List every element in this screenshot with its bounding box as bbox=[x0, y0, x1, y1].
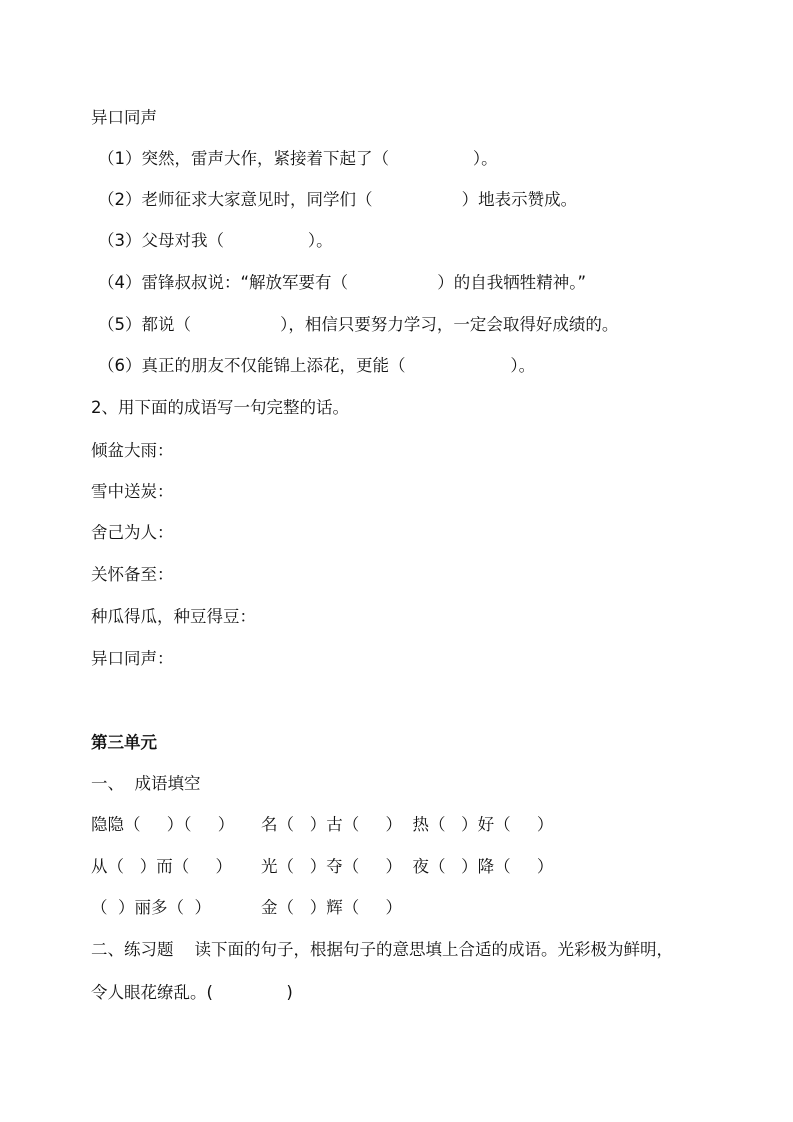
heading-yikoutongsheng: 异口同声 bbox=[91, 108, 157, 127]
part2-line-2: 令人眼花缭乱。( ) bbox=[91, 983, 293, 1002]
idiom-prompt-2: 雪中送炭： bbox=[91, 482, 174, 501]
part2-line-1: 二、练习题 读下面的句子，根据句子的意思填上合适的成语。光彩极为鲜明， bbox=[91, 940, 673, 959]
idiom-prompt-4: 关怀备至： bbox=[91, 565, 174, 584]
fill-row-2-right: 光（ ）夺（ ） 夜（ ）降（ ） bbox=[261, 857, 554, 876]
part1-title: 一、 成语填空 bbox=[91, 774, 201, 793]
sentence-3: （3）父母对我（ ）。 bbox=[98, 231, 333, 250]
sentence-2: （2）老师征求大家意见时，同学们（ ）地表示赞成。 bbox=[98, 190, 578, 209]
fill-row-1-right: 名（ ）古（ ） 热（ ）好（ ） bbox=[261, 815, 554, 834]
task2-title: 2、用下面的成语写一句完整的话。 bbox=[91, 398, 349, 417]
idiom-prompt-3: 舍己为人： bbox=[91, 523, 174, 542]
idiom-prompt-1: 倾盆大雨： bbox=[91, 441, 174, 460]
idiom-prompt-6: 异口同声： bbox=[91, 649, 174, 668]
sentence-5: （5）都说（ ），相信只要努力学习，一定会取得好成绩的。 bbox=[98, 315, 619, 334]
sentence-4: （4）雷锋叔叔说：“解放军要有（ ）的自我牺牲精神。” bbox=[98, 273, 587, 292]
fill-row-1-left: 隐隐（ ）（ ） bbox=[91, 815, 235, 834]
sentence-1: （1）突然，雷声大作，紧接着下起了（ ）。 bbox=[98, 149, 498, 168]
fill-row-3-left: （ ）丽多（ ） bbox=[91, 898, 211, 917]
unit3-title: 第三单元 bbox=[91, 733, 157, 752]
idiom-prompt-5: 种瓜得瓜，种豆得豆： bbox=[91, 607, 256, 626]
fill-row-3-right: 金（ ）辉（ ） bbox=[261, 898, 402, 917]
fill-row-2-left: 从（ ）而（ ） bbox=[91, 857, 232, 876]
sentence-6: （6）真正的朋友不仅能锦上添花，更能（ ）。 bbox=[98, 356, 536, 375]
